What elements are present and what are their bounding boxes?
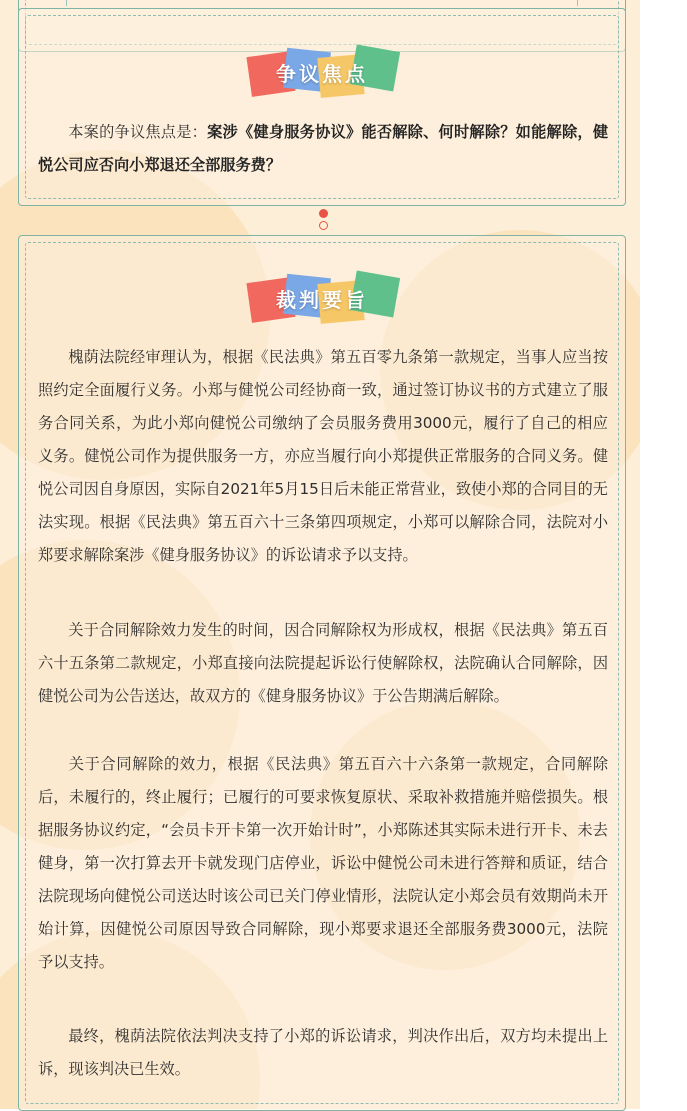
dispute-focus-text [38, 116, 608, 182]
ruling-paragraph-4 [38, 1020, 608, 1086]
dispute-focus-title: 争议焦点 [276, 62, 368, 86]
connector-dot [319, 209, 328, 218]
ruling-paragraph-3 [38, 748, 608, 979]
focus-highlight: 案涉《健身服务协议》能否解除、何时解除？如能解除，健悦公司应否向小郑退还全部服务费？ [38, 123, 609, 174]
ruling-paragraph-2 [38, 614, 608, 713]
focus-prefix: 本案的争议焦点是： [68, 123, 208, 141]
dispute-focus-banner [247, 44, 397, 100]
divider-line [66, 0, 67, 6]
ruling-summary-banner [247, 270, 397, 326]
ruling-paragraph-text: 关于合同解除效力发生的时间，因合同解除权为形成权，根据《民法典》第五百六十五条第二款规定，小郑直接向法院提起诉讼行使解除权，法院确认合同解除，因健悦公司为公告送达，故双方的《健身服务协议》于公告期满后解除。 [38, 621, 608, 705]
divider-line [577, 0, 578, 6]
ruling-paragraph-text: 槐荫法院经审理认为，根据《民法典》第五百零九条第一款规定，当事人应当按照约定全面履行义务。小郑与健悦公司经协商一致，通过签订协议书的方式建立了服务合同关系，为此小郑向健悦公司缴纳了会员服务费用3000元，履行了自己的相应义务。健悦公司作为提供服务一方，亦应当履行向小郑提供正常服务的合同义务。健悦公司因自身原因，实际自2021年5月15日后未能正常营业，致使小郑的合同目的无法实现。根据《民法典》第五百六十三条第四项规定，小郑可以解除合同，法院对小郑要求解除案涉《健身服务协议》的诉讼请求予以支持。 [38, 348, 608, 564]
connector-ring [319, 221, 328, 230]
ruling-paragraph-text: 最终，槐荫法院依法判决支持了小郑的诉讼请求，判决作出后，双方均未提出上诉，现该判决已生效。 [38, 1027, 608, 1078]
ruling-paragraph-1 [38, 341, 608, 572]
ruling-paragraph-text: 关于合同解除的效力，根据《民法典》第五百六十六条第一款规定，合同解除后，未履行的，终止履行；已履行的可要求恢复原状、采取补救措施并赔偿损失。根据服务协议约定，“会员卡开卡第一次开始计时”，小郑陈述其实际未进行开卡、未去健身，第一次打算去开卡就发现门店停业，诉讼中健悦公司未进行答辩和质证，结合法院现场向健悦公司送达时该公司已关门停业情形，法院认定小郑会员有效期尚未开始计算，因健悦公司原因导致合同解除，现小郑要求退还全部服务费3000元，法院予以支持。 [38, 755, 608, 971]
ruling-summary-title: 裁判要旨 [276, 288, 368, 312]
